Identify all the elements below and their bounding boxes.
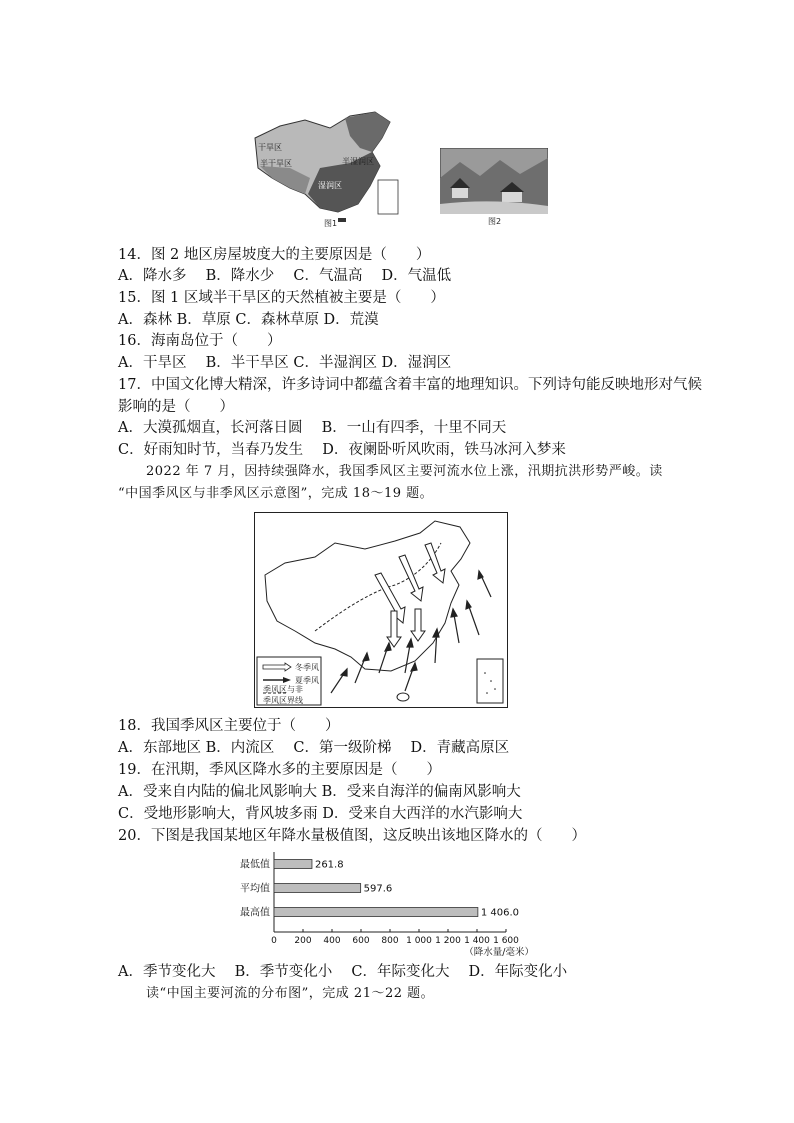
- x-tick-label: 1 400: [464, 936, 490, 946]
- question-19-options-line-2: C．受地形影响大，背风坡多雨 D．受来自大西洋的水汽影响大: [118, 806, 523, 822]
- question-15-stem: 15．图 1 区域半干旱区的天然植被主要是（ ）: [118, 290, 445, 306]
- precipitation-chart-svg: [234, 848, 554, 958]
- question-19-options-line-1: A．受来自内陆的偏北风影响大 B．受来自海洋的偏南风影响大: [118, 784, 521, 800]
- legend-winter-monsoon: 冬季风: [295, 663, 319, 672]
- region-label-humid: 湿润区: [318, 181, 342, 190]
- x-tick-label: 1 600: [493, 936, 519, 946]
- figure-2-house-scene: [440, 148, 548, 226]
- region-label-semi-arid: 半干旱区: [260, 159, 292, 168]
- precipitation-extremes-chart: [234, 848, 554, 958]
- bar-category-label: 平均值: [240, 883, 270, 895]
- bar-value-label: 261.8: [314, 859, 344, 871]
- bar-value-label: 1 406.0: [480, 907, 520, 919]
- question-16-stem: 16．海南岛位于（ ）: [118, 333, 282, 349]
- intro-18-19-line-1: 2022 年 7 月，因持续强降水，我国季风区主要河流水位上涨，汛期抗洪形势严峻。读: [146, 464, 663, 479]
- question-17-stem-line-2: 影响的是（ ）: [118, 399, 234, 415]
- question-20-options: A．季节变化大 B．季节变化小 C．年际变化大 D．年际变化小: [118, 964, 568, 980]
- legend-boundary-line-1: 季风区与非: [263, 685, 303, 694]
- x-axis-label: （降水量/毫米）: [464, 947, 534, 958]
- question-19-stem: 19．在汛期，季风区降水多的主要原因是（ ）: [118, 762, 441, 778]
- question-17-options-line-2: C．好雨知时节，当春乃发生 D．夜阑卧听风吹雨，铁马冰河入梦来: [118, 442, 566, 458]
- bar-category-label: 最低值: [240, 859, 270, 871]
- bar-3: [274, 908, 478, 917]
- house-scene-svg: [440, 148, 548, 214]
- x-tick-label: 0: [271, 936, 277, 946]
- question-17-options-line-1: A．大漠孤烟直，长河落日圆 B．一山有四季，十里不同天: [118, 420, 507, 436]
- x-tick-label: 600: [352, 936, 370, 946]
- intro-21-22: 读“中国主要河流的分布图”，完成 21～22 题。: [146, 986, 435, 1001]
- question-18-stem: 18．我国季风区主要位于（ ）: [118, 718, 340, 734]
- question-14-stem: 14．图 2 地区房屋坡度大的主要原因是（ ）: [118, 247, 431, 263]
- question-17-stem-line-1: 17．中国文化博大精深，许多诗词中都蕴含着丰富的地理知识。下列诗句能反映地形对气候: [118, 377, 702, 393]
- legend-summer-monsoon: 夏季风: [295, 676, 319, 685]
- question-18-options: A．东部地区 B．内流区 C．第一级阶梯 D．青藏高原区: [118, 740, 510, 756]
- monsoon-map-svg: [255, 513, 507, 707]
- figure-2-caption: 图2: [488, 217, 502, 226]
- figure-1-caption: 图1: [324, 219, 338, 228]
- bar-2: [274, 884, 361, 893]
- figure-1-china-dryness-map: [250, 108, 420, 226]
- x-tick-label: 1 200: [435, 936, 461, 946]
- bar-category-label: 最高值: [240, 907, 270, 919]
- intro-18-19-line-2: “中国季风区与非季风区示意图”，完成 18～19 题。: [118, 486, 434, 501]
- x-tick-label: 1 000: [406, 936, 432, 946]
- question-15-options: A．森林 B．草原 C．森林草原 D．荒漠: [118, 312, 379, 328]
- region-label-semi-humid: 半湿润区: [342, 157, 374, 166]
- x-tick-label: 400: [323, 936, 341, 946]
- region-label-arid: 干旱区: [258, 143, 282, 152]
- question-14-options: A．降水多 B．降水少 C．气温高 D．气温低: [118, 268, 452, 284]
- x-tick-label: 200: [294, 936, 312, 946]
- question-16-options: A．干旱区 B．半干旱区 C．半湿润区 D．湿润区: [118, 355, 452, 371]
- x-tick-label: 800: [381, 936, 399, 946]
- bar-1: [274, 860, 312, 869]
- monsoon-map: [254, 512, 508, 708]
- bar-value-label: 597.6: [363, 883, 393, 895]
- legend-boundary-line-2: 季风区界线: [263, 696, 303, 705]
- question-20-stem: 20．下图是我国某地区年降水量极值图，这反映出该地区降水的（ ）: [118, 828, 586, 844]
